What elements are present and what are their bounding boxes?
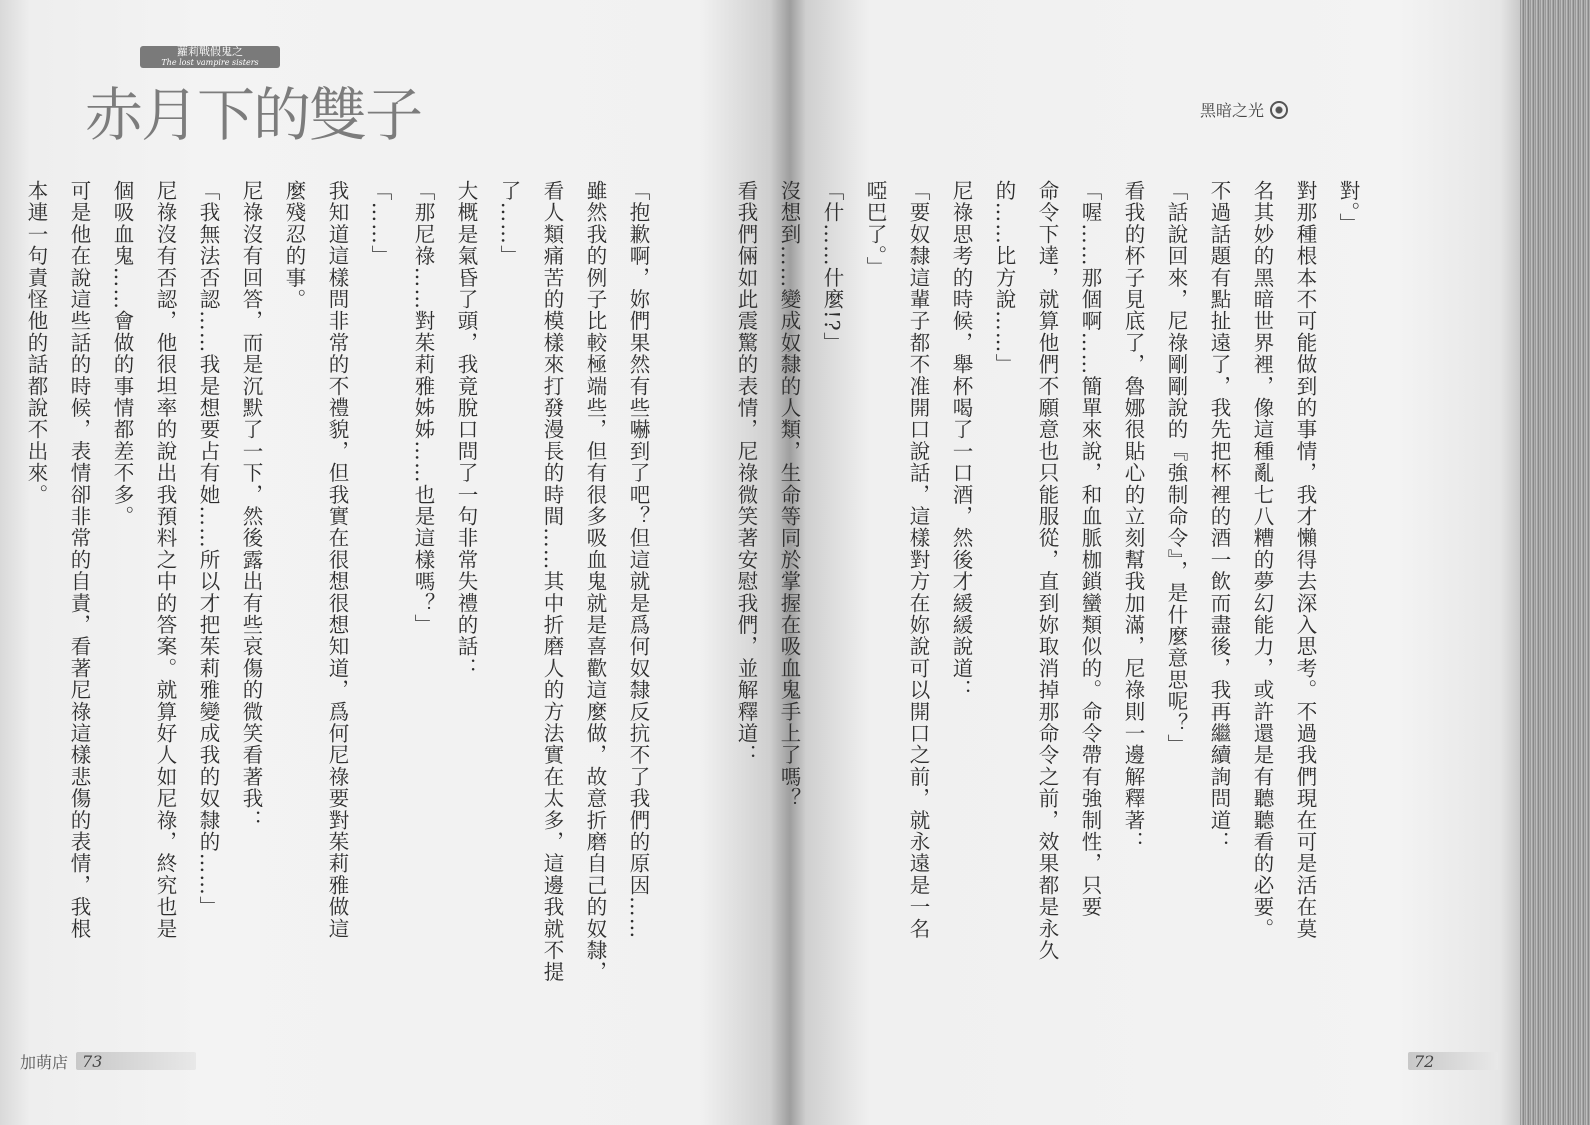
text-column: 不過話題有點扯遠了，我先把杯裡的酒一飲而盡後，我再繼續詢問道： xyxy=(1207,180,1231,853)
text-column: 大概是氣昏了頭，我竟脫口問了一句非常失禮的話： xyxy=(454,180,478,680)
text-column: 我知道這樣問非常的不禮貌，但我實在很想很想知道，爲何尼祿要對茱莉雅做這 xyxy=(325,180,349,940)
text-column: 啞巴了。」 xyxy=(863,180,887,279)
text-column: 「我無法否認……我是想要占有她……所以才把茱莉雅變成我的奴隸的……」 xyxy=(196,180,220,918)
text-column: 「喔……那個啊……簡單來說，和血脈枷鎖蠻類似的。命令帶有強制性，只要 xyxy=(1078,180,1102,918)
right-page-body xyxy=(734,180,1365,1040)
text-column: 「要奴隸這輩子都不准開口說話，這樣對方在妳說可以開口之前，就永遠是一名 xyxy=(906,180,930,940)
text-column: 「那尼祿……對茱莉雅姊姊……也是這樣嗎？」 xyxy=(411,180,435,636)
text-column: 的……比方說……」 xyxy=(992,180,1016,376)
text-column: 看我們倆如此震驚的表情，尼祿微笑著安慰我們，並解釋道： xyxy=(734,180,758,766)
chapter-header xyxy=(1200,98,1288,121)
text-column: 可是他在說這些話的時候，表情卻非常的自責，看著尼祿這樣悲傷的表情，我根 xyxy=(67,180,91,940)
text-column: 「話說回來，尼祿剛剛說的『強制命令』，是什麼意思呢？」 xyxy=(1164,180,1188,756)
right-page-footer xyxy=(1400,1050,1498,1072)
text-column: 「什……什麼!?」 xyxy=(820,180,844,354)
logo-subtitle-cn: 蘿莉戰假鬼之 xyxy=(177,45,243,58)
text-column: 尼祿沒有否認，他很坦率的說出我預料之中的答案。就算好人如尼祿，終究也是 xyxy=(153,180,177,940)
page-number: 72 xyxy=(1414,1052,1435,1071)
text-column: 雖然我的例子比較極端些，但有很多吸血鬼就是喜歡這麼做，故意折磨自己的奴隸， xyxy=(583,180,607,983)
page-edges xyxy=(1520,0,1590,1125)
ornament-icon xyxy=(1270,101,1288,119)
logo-subtitle-en: The lost vampire sisters xyxy=(161,58,259,67)
text-column: 尼祿沒有回答，而是沉默了一下，然後露出有些哀傷的微笑看著我： xyxy=(239,180,263,831)
text-column: 尼祿思考的時候，舉杯喝了一口酒，然後才緩緩說道： xyxy=(949,180,973,701)
left-page-body xyxy=(24,180,655,1040)
chapter-title: 黑暗之光 xyxy=(1200,101,1265,120)
text-column: 了……」 xyxy=(497,180,521,267)
logo-banner xyxy=(140,46,280,68)
left-page-footer xyxy=(20,1050,196,1072)
text-column: 「……」 xyxy=(368,180,392,267)
text-column: 命令下達，就算他們不願意也只能服從，直到妳取消掉那命令之前，效果都是永久 xyxy=(1035,180,1059,962)
right-page xyxy=(734,0,1520,1125)
page-number: 73 xyxy=(82,1052,103,1071)
logo-title: 赤月下的雙子 xyxy=(85,81,422,149)
footer-bar xyxy=(1408,1052,1498,1070)
footer-bar xyxy=(76,1052,196,1070)
text-column: 沒想到……變成奴隸的人類，生命等同於掌握在吸血鬼手上了嗎？ xyxy=(777,180,801,810)
text-column: 看我的杯子見底了，魯娜很貼心的立刻幫我加滿，尼祿則一邊解釋著： xyxy=(1121,180,1145,853)
text-column: 個吸血鬼……會做的事情都差不多。 xyxy=(110,180,134,528)
text-column: 本連一句責怪他的話都說不出來。 xyxy=(24,180,48,506)
text-column: 名其妙的黑暗世界裡，像這種亂七八糟的夢幻能力，或許還是有聽聽看的必要。 xyxy=(1250,180,1274,940)
footer-label: 加萌店 xyxy=(20,1052,69,1072)
left-page xyxy=(0,0,790,1125)
text-column: 對那種根本不可能做到的事情，我才懶得去深入思考。不過我們現在可是活在莫 xyxy=(1293,180,1317,940)
series-logo xyxy=(85,40,422,150)
text-column: 看人類痛苦的模樣來打發漫長的時間……其中折磨人的方法實在太多，這邊我就不提 xyxy=(540,180,564,983)
text-column: 對。」 xyxy=(1336,180,1360,235)
text-column: 「抱歉啊，妳們果然有些嚇到了吧？但這就是爲何奴隸反抗不了我們的原因…… xyxy=(626,180,650,940)
text-column: 麼殘忍的事。 xyxy=(282,180,306,311)
